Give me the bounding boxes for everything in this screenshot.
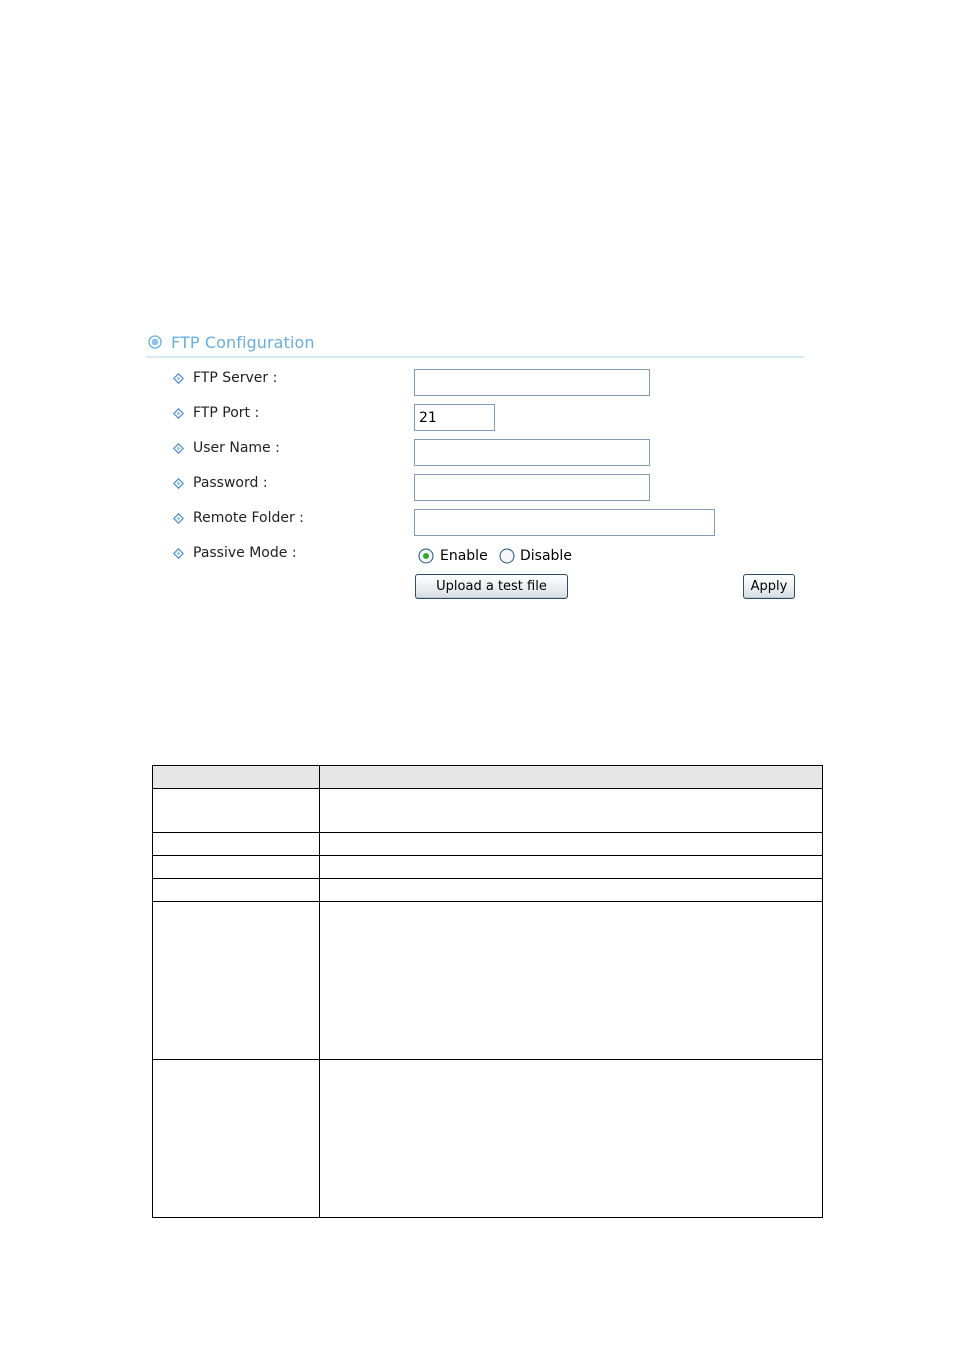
description-table bbox=[152, 765, 823, 1218]
diamond-bullet-icon bbox=[173, 478, 184, 489]
table-row bbox=[153, 879, 823, 902]
upload-test-file-button[interactable]: Upload a test file bbox=[415, 574, 568, 599]
table-cell bbox=[153, 1060, 320, 1218]
table-cell bbox=[320, 1060, 823, 1218]
diamond-bullet-icon bbox=[173, 513, 184, 524]
section-title: FTP Configuration bbox=[171, 333, 315, 352]
ftp-port-input[interactable] bbox=[414, 404, 495, 431]
table-row bbox=[153, 902, 823, 1060]
section-header bbox=[146, 330, 804, 358]
passive-mode-enable-label[interactable]: Enable bbox=[440, 548, 488, 564]
ftp-configuration-panel bbox=[146, 330, 806, 610]
table-cell bbox=[320, 833, 823, 856]
password-label: Password : bbox=[193, 475, 268, 491]
table-cell bbox=[153, 833, 320, 856]
password-input[interactable] bbox=[414, 474, 650, 501]
table-cell bbox=[153, 856, 320, 879]
diamond-bullet-icon bbox=[173, 408, 184, 419]
user-name-input[interactable] bbox=[414, 439, 650, 466]
remote-folder-label: Remote Folder : bbox=[193, 510, 304, 526]
diamond-bullet-icon bbox=[173, 443, 184, 454]
apply-button[interactable]: Apply bbox=[743, 574, 795, 599]
table-row bbox=[153, 856, 823, 879]
passive-mode-disable-radio[interactable] bbox=[499, 548, 515, 564]
table-cell bbox=[153, 902, 320, 1060]
table-cell bbox=[153, 789, 320, 833]
table-cell bbox=[320, 789, 823, 833]
ftp-port-label: FTP Port : bbox=[193, 405, 260, 421]
target-circle-icon bbox=[148, 335, 162, 349]
passive-mode-label: Passive Mode : bbox=[193, 545, 297, 561]
remote-folder-input[interactable] bbox=[414, 509, 715, 536]
diamond-bullet-icon bbox=[173, 548, 184, 559]
passive-mode-disable-label[interactable]: Disable bbox=[520, 548, 572, 564]
table-row bbox=[153, 1060, 823, 1218]
table-header-cell bbox=[320, 766, 823, 789]
table-cell bbox=[320, 879, 823, 902]
table-cell bbox=[320, 856, 823, 879]
table-row bbox=[153, 833, 823, 856]
ftp-server-input[interactable] bbox=[414, 369, 650, 396]
passive-mode-enable-radio[interactable] bbox=[418, 548, 434, 564]
table-row bbox=[153, 789, 823, 833]
ftp-server-label: FTP Server : bbox=[193, 370, 278, 386]
table-cell bbox=[320, 902, 823, 1060]
user-name-label: User Name : bbox=[193, 440, 280, 456]
diamond-bullet-icon bbox=[173, 373, 184, 384]
table-cell bbox=[153, 879, 320, 902]
table-header-cell bbox=[153, 766, 320, 789]
table-header-row bbox=[153, 766, 823, 789]
